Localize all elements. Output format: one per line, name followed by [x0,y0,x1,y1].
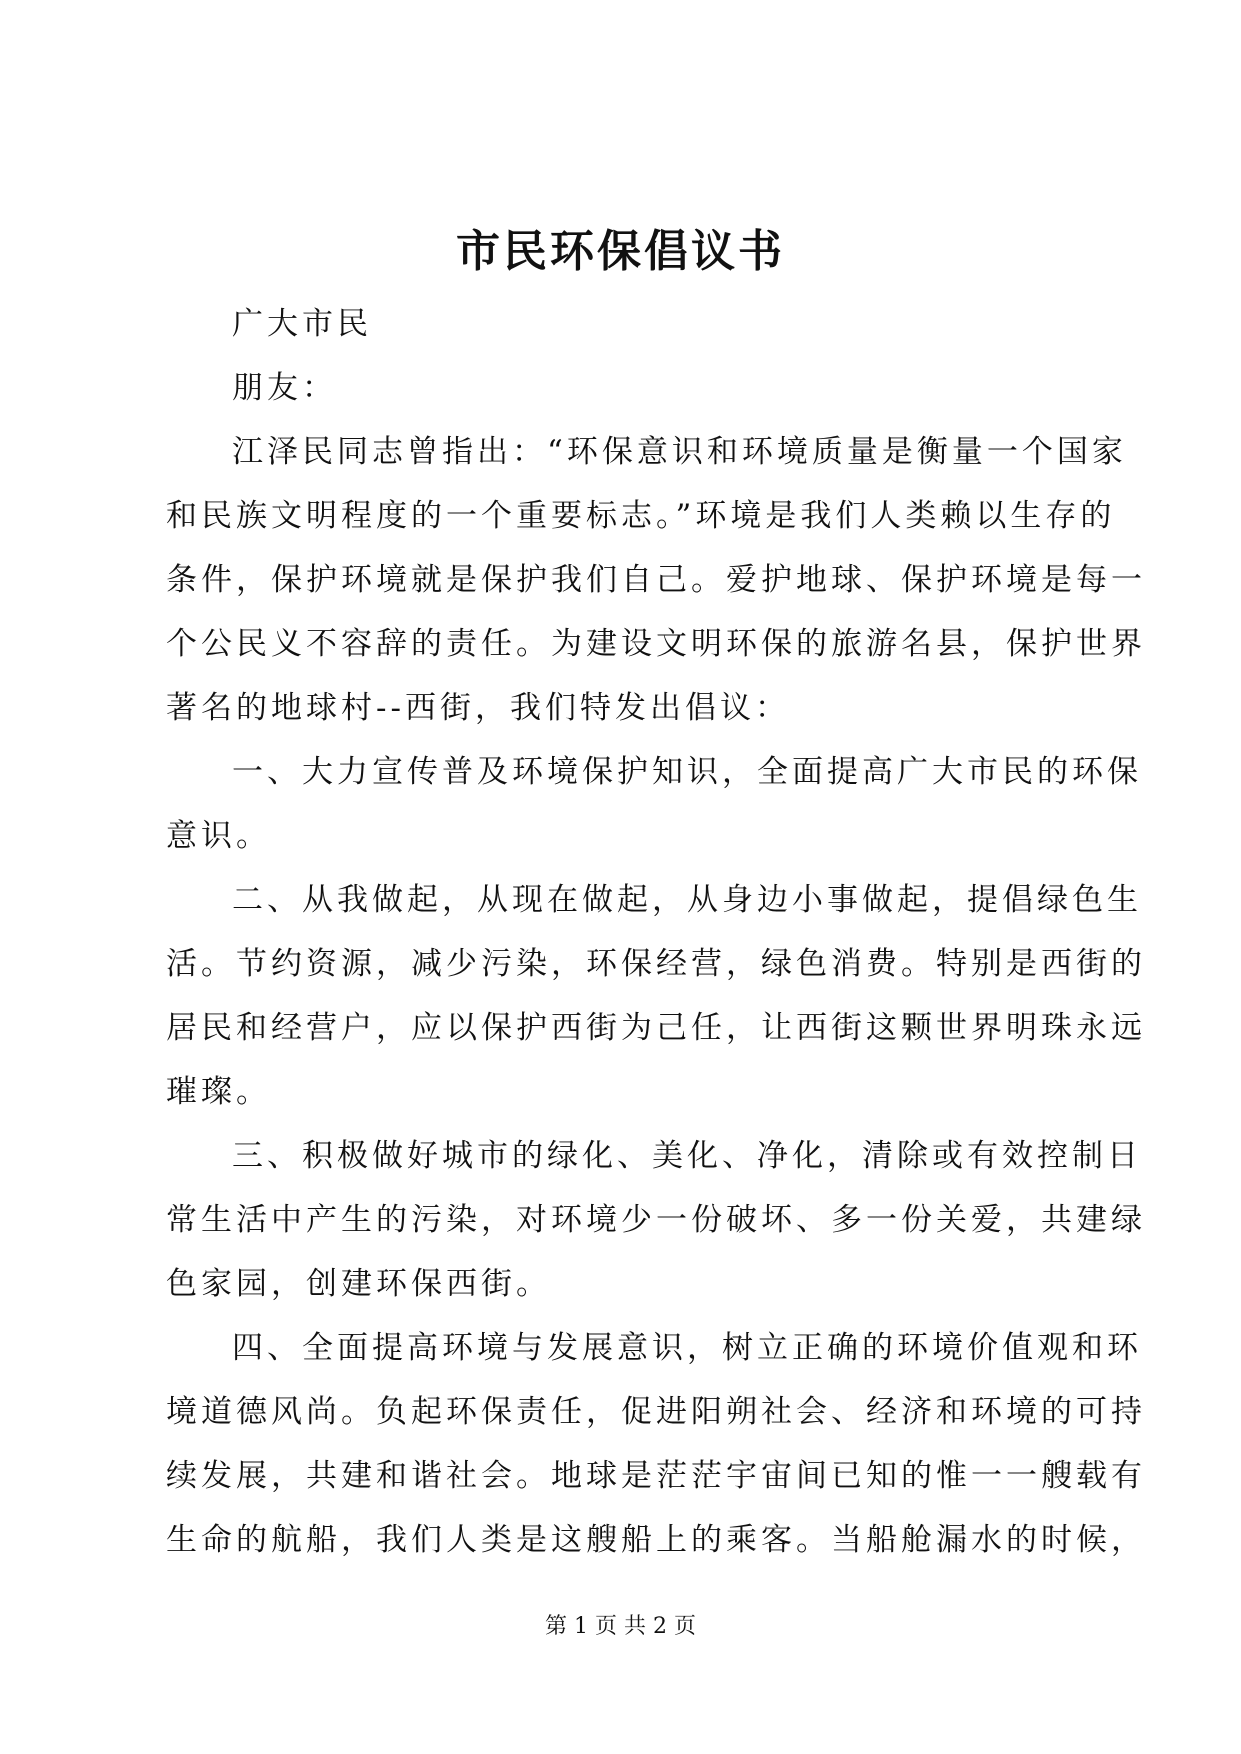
body-line: 活。节约资源，减少污染，环保经营，绿色消费。特别是西街的 [166,946,1146,982]
body-line: 续发展，共建和谐社会。地球是茫茫宇宙间已知的惟一一艘载有 [166,1458,1146,1494]
body-line: 著名的地球村--西街，我们特发出倡议： [166,690,790,726]
body-line: 个公民义不容辞的责任。为建设文明环保的旅游名县，保护世界 [166,626,1146,662]
body-line: 色家园，创建环保西街。 [166,1266,551,1302]
body-line: 一、大力宣传普及环境保护知识，全面提高广大市民的环保 [232,754,1142,790]
body-line: 常生活中产生的污染，对环境少一份破坏、多一份关爱，共建绿 [166,1202,1146,1238]
body-line: 居民和经营户，应以保护西街为己任，让西街这颗世界明珠永远 [166,1010,1146,1046]
body-line: 境道德风尚。负起环保责任，促进阳朔社会、经济和环境的可持 [166,1394,1146,1430]
body-line: 四、全面提高环境与发展意识，树立正确的环境价值观和环 [232,1330,1142,1366]
body-line: 条件，保护环境就是保护我们自己。爱护地球、保护环境是每一 [166,562,1146,598]
page-footer: 第 1 页 共 2 页 [545,1614,696,1639]
body-line: 生命的航船，我们人类是这艘船上的乘客。当船舱漏水的时候， [166,1522,1146,1558]
body-line: 朋友： [232,370,337,406]
body-line: 江泽民同志曾指出：“环保意识和环境质量是衡量一个国家 [232,434,1127,470]
body-line: 意识。 [166,818,271,854]
body-line: 二、从我做起，从现在做起，从身边小事做起，提倡绿色生 [232,882,1142,918]
body-line: 和民族文明程度的一个重要标志。”环境是我们人类赖以生存的 [166,498,1116,534]
body-line: 璀璨。 [166,1074,271,1110]
document-body [166,292,1146,1572]
body-line: 三、积极做好城市的绿化、美化、净化，清除或有效控制日 [232,1138,1142,1174]
document-title: 市民环保倡议书 [456,226,785,277]
body-line: 广大市民 [232,306,372,342]
